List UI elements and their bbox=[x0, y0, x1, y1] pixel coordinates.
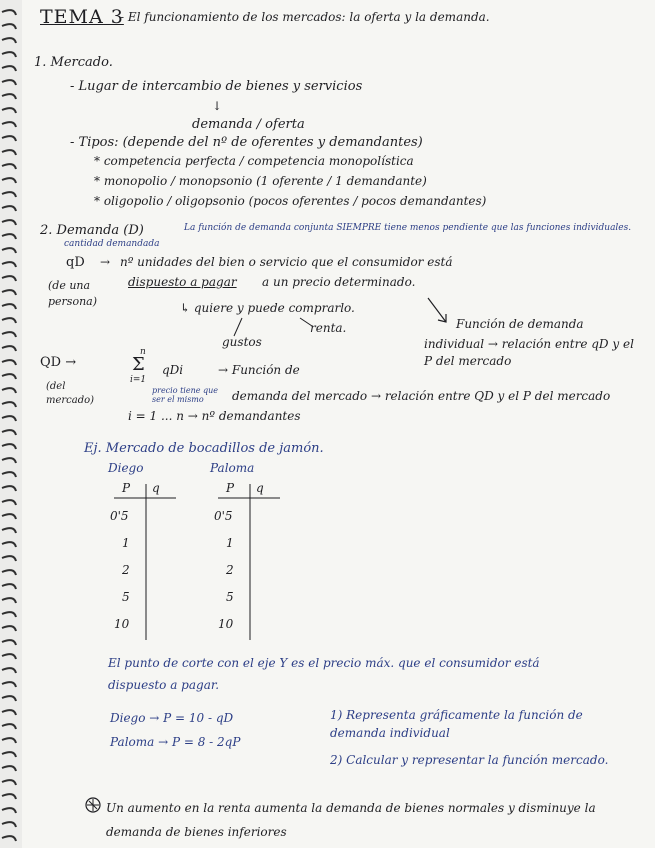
table-name-diego: Diego bbox=[108, 461, 144, 475]
task-2: 2) Calcular y representar la función mercado. bbox=[330, 753, 609, 767]
renta-label: renta. bbox=[310, 321, 347, 335]
dispuesto-a-pagar: dispuesto a pagar bbox=[128, 275, 237, 289]
tema-label: TEMA 3 bbox=[40, 6, 124, 28]
sum-lower: i=1 bbox=[130, 375, 147, 385]
precio-determinado: a un precio determinado. bbox=[262, 275, 416, 289]
price-cell: 1 bbox=[122, 536, 130, 550]
spiral-binding bbox=[0, 0, 22, 848]
price-cell: 0'5 bbox=[110, 509, 129, 523]
price-table-paloma bbox=[214, 480, 284, 645]
qd-arrow: → bbox=[100, 255, 111, 269]
equation-paloma: Paloma → P = 8 - 2qP bbox=[110, 735, 241, 749]
individual-relation: individual → relación entre qD y el P del mercado bbox=[424, 337, 634, 368]
funcion-demanda-label: Función de demanda bbox=[456, 317, 584, 331]
sum-sigma: Σ bbox=[132, 354, 145, 375]
branch-lines bbox=[220, 316, 320, 338]
task-1: 1) Representa gráficamente la función de demanda individual bbox=[330, 708, 583, 740]
price-cell: 2 bbox=[226, 563, 234, 577]
sum-upper: n bbox=[140, 347, 146, 357]
corte-note: El punto de corte con el eje Y es el precio máx. que el consumidor está dispuesto a pagar. bbox=[108, 656, 540, 692]
tipos-bullet-3: * oligopolio / oligopsonio (pocos oferentes / pocos demandantes) bbox=[94, 194, 487, 208]
qd-symbol: qD bbox=[66, 255, 85, 270]
tipos-line: - Tipos: (depende del nº de oferentes y demandantes) bbox=[70, 135, 423, 150]
price-cell: 5 bbox=[122, 590, 130, 604]
col-header-p: P bbox=[226, 481, 235, 495]
equation-diego: Diego → P = 10 - qD bbox=[110, 711, 234, 725]
tipos-bullet-1: * competencia perfecta / competencia monopolística bbox=[94, 154, 414, 168]
sum-term: qDi bbox=[162, 363, 184, 377]
qd-total-symbol: QD → bbox=[40, 355, 77, 370]
col-header-p: P bbox=[122, 481, 131, 495]
gustos-label: gustos bbox=[222, 335, 262, 349]
cantidad-demandada-label: cantidad demandada bbox=[64, 239, 160, 249]
qd-definition: nº unidades del bien o servicio que el consumidor está bbox=[120, 255, 453, 269]
page-title: - El funcionamiento de los mercados: la oferta y la demanda. bbox=[120, 10, 490, 24]
price-cell: 1 bbox=[226, 536, 234, 550]
col-header-q: q bbox=[256, 481, 264, 495]
sun-bullet-icon bbox=[84, 796, 102, 814]
example-title: Ej. Mercado de bocadillos de jamón. bbox=[84, 441, 324, 456]
price-cell: 10 bbox=[114, 617, 130, 631]
price-table-diego bbox=[110, 480, 180, 645]
price-cell: 0'5 bbox=[214, 509, 233, 523]
price-cell: 10 bbox=[218, 617, 234, 631]
demand-slope-note: La función de demanda conjunta SIEMPRE tiene menos pendiente que las funciones individuales. bbox=[184, 223, 632, 233]
demanda-mercado-relation: demanda del mercado → relación entre QD y el P del mercado bbox=[232, 389, 611, 403]
tipos-bullet-2: * monopolio / monopsonio (1 oferente / 1 demandante) bbox=[94, 174, 427, 188]
precio-mismo-note: precio tiene que ser el mismo bbox=[152, 386, 219, 404]
quiere-y-puede: ↳ quiere y puede comprarlo. bbox=[180, 301, 355, 315]
section-1-heading: 1. Mercado. bbox=[34, 55, 113, 70]
del-mercado-note: (del mercado) bbox=[46, 381, 95, 406]
section-2-heading: 2. Demanda (D) bbox=[40, 223, 144, 238]
price-cell: 5 bbox=[226, 590, 234, 604]
price-cell: 2 bbox=[122, 563, 130, 577]
col-header-q: q bbox=[152, 481, 160, 495]
down-arrow: ↓ bbox=[212, 99, 223, 113]
renta-effect-note: Un aumento en la renta aumenta la demanda de bienes normales y disminuye la demanda de bienes inferiores bbox=[106, 801, 596, 839]
table-name-paloma: Paloma bbox=[210, 461, 255, 475]
de-una-persona: (de una persona) bbox=[48, 279, 98, 308]
funcion-arrow bbox=[424, 296, 452, 326]
i-range: i = 1 ... n → nº demandantes bbox=[128, 409, 301, 423]
funcion-de-label: → Función de bbox=[218, 363, 300, 377]
demanda-oferta: demanda / oferta bbox=[192, 117, 305, 132]
mercado-definition: - Lugar de intercambio de bienes y servicios bbox=[70, 79, 363, 94]
